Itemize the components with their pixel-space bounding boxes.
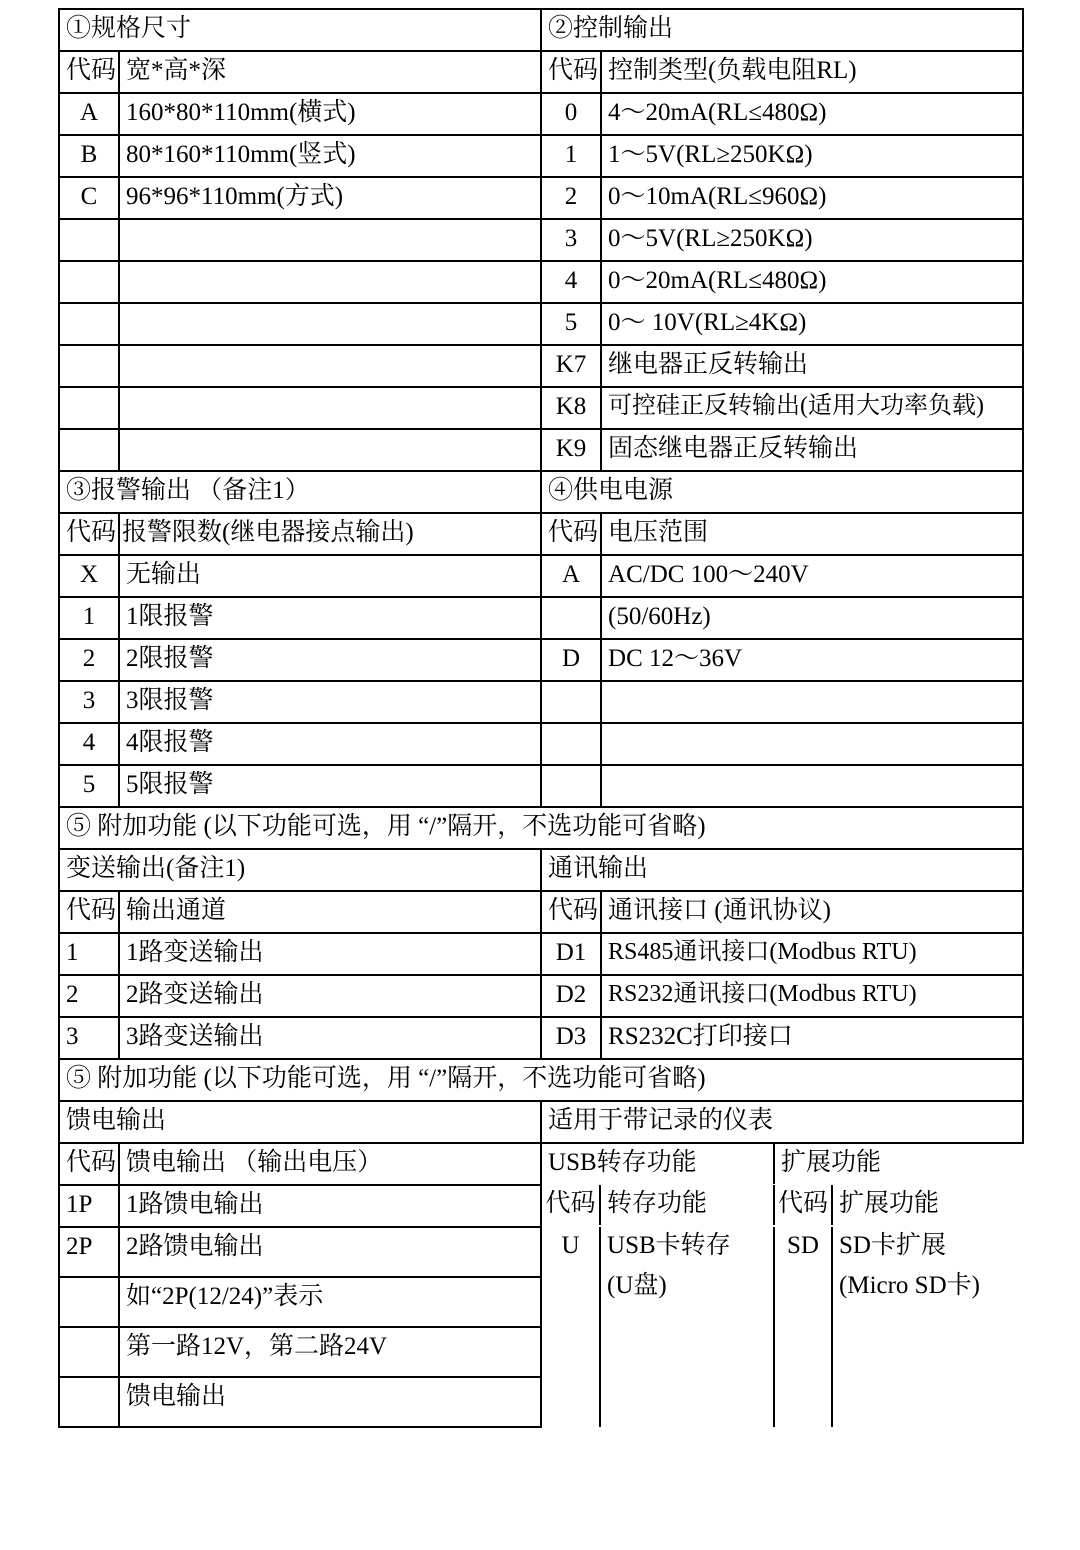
cell-code: [59, 1327, 119, 1377]
col-header-desc-5a-left: 输出通道: [119, 891, 541, 933]
spacer-cell: [774, 1307, 832, 1347]
table-row: [59, 933, 1023, 975]
col-header-code-4: 代码: [541, 513, 601, 555]
spacer-cell: [59, 387, 119, 429]
cell-code: K9: [541, 429, 601, 471]
cell-code: [542, 1267, 600, 1307]
table-row: [542, 1347, 1023, 1387]
table-row: [59, 1185, 1023, 1227]
table-row: [59, 807, 1023, 849]
subsection-title-transmit: 变送输出(备注1): [59, 849, 541, 891]
table-row: [59, 723, 1023, 765]
table-row: [59, 597, 1023, 639]
cell-code: 2: [541, 177, 601, 219]
spacer-cell: [59, 303, 119, 345]
table-row: [59, 555, 1023, 597]
cell-desc: (U盘): [600, 1267, 774, 1307]
cell-desc: 固态继电器正反转输出: [601, 429, 1023, 471]
table-row: [59, 513, 1023, 555]
table-row: [59, 429, 1023, 471]
ext-col-header-code: 代码: [774, 1185, 832, 1225]
spacer-cell: [600, 1307, 774, 1347]
col-header-code-5b-left: 代码: [59, 1143, 119, 1185]
cell-code: C: [59, 177, 119, 219]
cell-code: [59, 1377, 119, 1427]
table-row: [59, 9, 1023, 51]
table-row: [59, 891, 1023, 933]
usb-section-title: USB转存功能: [542, 1144, 774, 1184]
subsection-title-comm: 通讯输出: [541, 849, 1023, 891]
cell-desc: 继电器正反转输出: [601, 345, 1023, 387]
cell-code: 4: [59, 723, 119, 765]
spacer-cell: [119, 303, 541, 345]
table-row: [542, 1227, 1023, 1267]
cell-code: 4: [541, 261, 601, 303]
table-row: [542, 1267, 1023, 1307]
cell-code: 5: [59, 765, 119, 807]
table-row: [59, 975, 1023, 1017]
cell-desc: 无输出: [119, 555, 541, 597]
cell-desc: 2路变送输出: [119, 975, 541, 1017]
cell-desc: (Micro SD卡): [832, 1267, 1023, 1307]
cell-code: 0: [541, 93, 601, 135]
spacer-cell: [119, 261, 541, 303]
cell-desc: DC 12～36V: [601, 639, 1023, 681]
spacer-cell: [119, 429, 541, 471]
table-row: [59, 681, 1023, 723]
col-header-desc-5b-left: 馈电输出 （输出电压）: [119, 1143, 541, 1185]
table-row: [59, 177, 1023, 219]
cell-code: 1: [541, 135, 601, 177]
col-header-code-5a-left: 代码: [59, 891, 119, 933]
cell-code: 2: [59, 639, 119, 681]
cell-desc: USB卡转存: [600, 1227, 774, 1267]
spacer-cell: [832, 1347, 1023, 1387]
section-title-5a: ⑤ 附加功能 (以下功能可选，用 “/”隔开，不选功能可省略): [59, 807, 1023, 849]
cell-desc: AC/DC 100～240V: [601, 555, 1023, 597]
cell-desc: SD卡扩展: [832, 1227, 1023, 1267]
spacer-cell: [542, 1387, 600, 1427]
usb-col-header-code: 代码: [542, 1185, 600, 1225]
cell-desc: 0～10mA(RL≤960Ω): [601, 177, 1023, 219]
table-row: [59, 51, 1023, 93]
spacer-cell: [601, 723, 1023, 765]
col-header-code-2: 代码: [541, 51, 601, 93]
spacer-cell: [59, 429, 119, 471]
usb-ext-colheader-table: [542, 1185, 1023, 1225]
table-row: [59, 387, 1023, 429]
table-row: [542, 1387, 1023, 1427]
cell-code: A: [59, 93, 119, 135]
cell-desc: 2限报警: [119, 639, 541, 681]
ext-col-header-desc: 扩展功能: [832, 1185, 1023, 1225]
table-row: [59, 303, 1023, 345]
col-header-code-3: 代码: [59, 513, 119, 555]
subsection-title-recorder: 适用于带记录的仪表: [541, 1101, 1023, 1143]
cell-code: D: [541, 639, 601, 681]
table-row: [59, 1143, 1023, 1185]
cell-code: 1: [59, 597, 119, 639]
cell-code: [59, 1277, 119, 1327]
usb-ext-colheader-wrap: [541, 1185, 1023, 1227]
usb-ext-header-table: [542, 1144, 1023, 1184]
cell-code: D3: [541, 1017, 601, 1059]
cell-code: SD: [774, 1227, 832, 1267]
cell-code: 2: [59, 975, 119, 1017]
spacer-cell: [541, 765, 601, 807]
col-header-desc-1: 宽*高*深: [119, 51, 541, 93]
spacer-cell: [119, 345, 541, 387]
table-row: [59, 1017, 1023, 1059]
cell-desc: 第一路12V，第二路24V: [119, 1327, 541, 1377]
table-row: [59, 93, 1023, 135]
cell-desc: RS232通讯接口(Modbus RTU): [601, 975, 1023, 1017]
cell-desc: 0～ 10V(RL≥4KΩ): [601, 303, 1023, 345]
cell-desc: 5限报警: [119, 765, 541, 807]
cell-desc: 160*80*110mm(横式): [119, 93, 541, 135]
cell-code: 1: [59, 933, 119, 975]
spacer-cell: [541, 723, 601, 765]
cell-code: 3: [59, 1017, 119, 1059]
cell-desc: 4限报警: [119, 723, 541, 765]
col-header-desc-2: 控制类型(负载电阻RL): [601, 51, 1023, 93]
spacer-cell: [59, 345, 119, 387]
cell-desc: 1路变送输出: [119, 933, 541, 975]
table-row: [59, 219, 1023, 261]
spacer-cell: [832, 1387, 1023, 1427]
cell-desc: RS485通讯接口(Modbus RTU): [601, 933, 1023, 975]
table-row: [59, 639, 1023, 681]
cell-code: [541, 597, 601, 639]
cell-desc: 馈电输出: [119, 1377, 541, 1427]
cell-desc: 1路馈电输出: [119, 1185, 541, 1227]
table-row: [59, 1227, 1023, 1277]
col-header-code-5a-right: 代码: [541, 891, 601, 933]
cell-code: K8: [541, 387, 601, 429]
cell-desc: (50/60Hz): [601, 597, 1023, 639]
usb-ext-body-wrap: [541, 1227, 1023, 1427]
spacer-cell: [601, 681, 1023, 723]
ext-section-title: 扩展功能: [774, 1144, 1023, 1184]
table-row: [542, 1144, 1023, 1184]
table-row: [59, 849, 1023, 891]
spacer-cell: [119, 387, 541, 429]
spacer-cell: [119, 219, 541, 261]
table-row: [59, 261, 1023, 303]
spacer-cell: [59, 261, 119, 303]
col-header-code-1: 代码: [59, 51, 119, 93]
section-title-3: ③报警输出 （备注1）: [59, 471, 541, 513]
spacer-cell: [600, 1347, 774, 1387]
cell-desc: 可控硅正反转输出(适用大功率负载): [601, 387, 1023, 429]
cell-desc: 2路馈电输出: [119, 1227, 541, 1277]
cell-desc: 1～5V(RL≥250KΩ): [601, 135, 1023, 177]
cell-code: B: [59, 135, 119, 177]
table-row: [59, 471, 1023, 513]
spacer-cell: [59, 219, 119, 261]
table-row: [59, 765, 1023, 807]
cell-desc: 0～5V(RL≥250KΩ): [601, 219, 1023, 261]
cell-desc: 3路变送输出: [119, 1017, 541, 1059]
section-title-4: ④供电电源: [541, 471, 1023, 513]
spacer-cell: [542, 1347, 600, 1387]
cell-code: 1P: [59, 1185, 119, 1227]
col-header-desc-4: 电压范围: [601, 513, 1023, 555]
spacer-cell: [774, 1387, 832, 1427]
cell-desc: 0～20mA(RL≤480Ω): [601, 261, 1023, 303]
cell-desc: 80*160*110mm(竖式): [119, 135, 541, 177]
spacer-cell: [832, 1307, 1023, 1347]
cell-desc: RS232C打印接口: [601, 1017, 1023, 1059]
table-row: [542, 1307, 1023, 1347]
cell-code: X: [59, 555, 119, 597]
cell-code: 5: [541, 303, 601, 345]
table-row: [59, 1101, 1023, 1143]
cell-code: D2: [541, 975, 601, 1017]
cell-desc: 3限报警: [119, 681, 541, 723]
cell-code: 2P: [59, 1227, 119, 1277]
usb-col-header-desc: 转存功能: [600, 1185, 774, 1225]
table-row: [59, 1059, 1023, 1101]
section-title-5b: ⑤ 附加功能 (以下功能可选，用 “/”隔开，不选功能可省略): [59, 1059, 1023, 1101]
spacer-cell: [542, 1307, 600, 1347]
cell-code: [774, 1267, 832, 1307]
table-row: [59, 345, 1023, 387]
cell-code: A: [541, 555, 601, 597]
cell-desc: 1限报警: [119, 597, 541, 639]
spec-table: [58, 8, 1024, 1428]
cell-code: K7: [541, 345, 601, 387]
spacer-cell: [541, 681, 601, 723]
usb-ext-header-wrap: [541, 1143, 1023, 1185]
col-header-desc-3: 报警限数(继电器接点输出): [119, 513, 541, 555]
spacer-cell: [774, 1347, 832, 1387]
col-header-desc-5a-right: 通讯接口 (通讯协议): [601, 891, 1023, 933]
cell-code: 3: [541, 219, 601, 261]
spacer-cell: [600, 1387, 774, 1427]
section-title-1: ①规格尺寸: [59, 9, 541, 51]
table-row: [59, 135, 1023, 177]
cell-code: 3: [59, 681, 119, 723]
cell-code: U: [542, 1227, 600, 1267]
section-title-2: ②控制输出: [541, 9, 1023, 51]
table-row: [542, 1185, 1023, 1225]
usb-ext-body-table: [542, 1227, 1023, 1427]
cell-desc: 4～20mA(RL≤480Ω): [601, 93, 1023, 135]
spacer-cell: [601, 765, 1023, 807]
subsection-title-power-out: 馈电输出: [59, 1101, 541, 1143]
cell-desc: 如“2P(12/24)”表示: [119, 1277, 541, 1327]
cell-desc: 96*96*110mm(方式): [119, 177, 541, 219]
cell-code: D1: [541, 933, 601, 975]
